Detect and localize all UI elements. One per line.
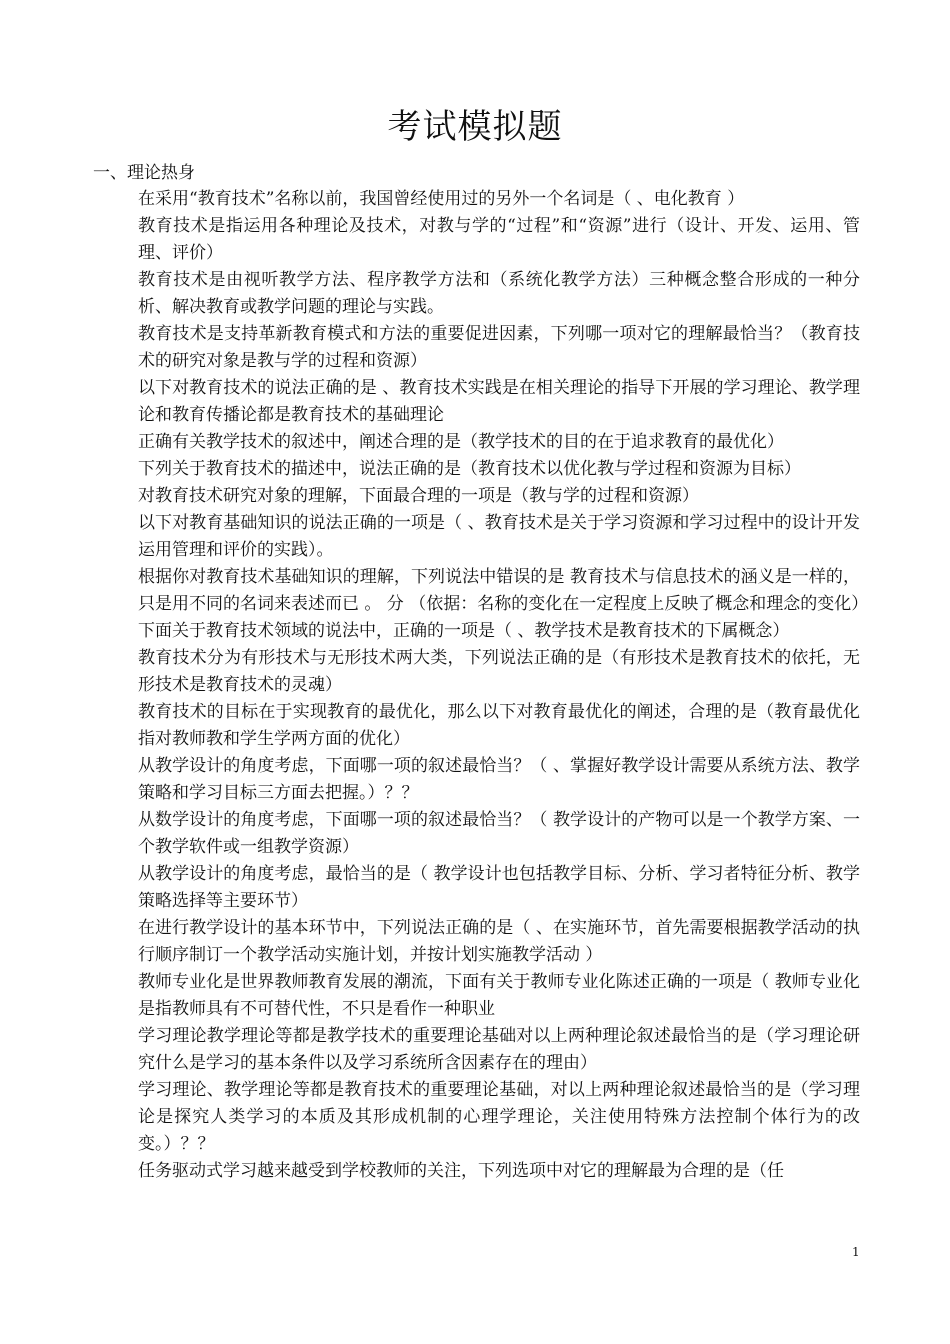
question-item: 下面关于教育技术领域的说法中，正确的一项是（ 、教学技术是教育技术的下属概念） (138, 621, 790, 641)
question-item: 对教育技术研究对象的理解，下面最合理的一项是（教与学的过程和资源） (138, 486, 699, 506)
question-item: 正确有关教学技术的叙述中，阐述合理的是（教学技术的目的在于追求教育的最优化） (138, 432, 784, 452)
page-title: 考试模拟题 (387, 107, 563, 147)
question-item: 以下对教育技术的说法正确的是 、教育技术实践是在相关理论的指导下开展的学习理论、教学理论和教育传播论都是教育技术的基础理论 (138, 378, 860, 425)
question-item: 从教学设计的角度考虑，最恰当的是（ 教学设计也包括教学目标、分析、学习者特征分析、教学策略选择等主要环节） (138, 864, 860, 911)
question-item: 在采用“教育技术”名称以前，我国曾经使用过的另外一个名词是（ 、电化教育 ） (138, 189, 745, 209)
question-item: 学习理论教学理论等都是教学技术的重要理论基础对以上两种理论叙述最恰当的是（学习理论研究什么是学习的基本条件以及学习系统所含因素存在的理由） (138, 1026, 860, 1073)
question-item: 学习理论、教学理论等都是教育技术的重要理论基础，对以上两种理论叙述最恰当的是（学习理论是探究人类学习的本质及其形成机制的心理学理论，关注使用特殊方法控制个体行为的改变。）？？ (138, 1080, 860, 1154)
question-item: 从教学设计的角度考虑，下面哪一项的叙述最恰当？（ 、掌握好教学设计需要从系统方法、教学策略和学习目标三方面去把握。）？？ (138, 756, 860, 803)
question-item: 任务驱动式学习越来越受到学校教师的关注，下列选项中对它的理解最为合理的是（任 (138, 1161, 784, 1181)
question-item: 从数学设计的角度考虑，下面哪一项的叙述最恰当？（ 教学设计的产物可以是一个教学方案、一个教学软件或一组教学资源） (138, 810, 860, 857)
section-heading: 一、理论热身 (93, 163, 195, 183)
question-item: 在进行教学设计的基本环节中，下列说法正确的是（ 、在实施环节，首先需要根据教学活动的执行顺序制订一个教学活动实施计划，并按计划实施教学活动 ） (138, 918, 860, 965)
question-item: 教育技术的目标在于实现教育的最优化，那么以下对教育最优化的阐述，合理的是（教育最优化指对教师教和学生学两方面的优化） (138, 702, 860, 749)
question-item: 教育技术是支持革新教育模式和方法的重要促进因素，下列哪一项对它的理解最恰当？（教育技术的研究对象是教与学的过程和资源） (138, 324, 860, 371)
question-list (138, 186, 869, 1185)
page-number: 1 (852, 1245, 860, 1259)
question-item: 教师专业化是世界教师教育发展的潮流，下面有关于教师专业化陈述正确的一项是（ 教师专业化是指教师具有不可替代性，不只是看作一种职业 (138, 972, 860, 1019)
question-item: 教育技术是指运用各种理论及技术，对教与学的“过程”和“资源”进行（设计、开发、运用、管理、评价） (138, 216, 860, 263)
question-item: 根据你对教育技术基础知识的理解，下列说法中错误的是 教育技术与信息技术的涵义是一样的，只是用不同的名词来表述而已 。 分 （依据：名称的变化在一定程度上反映了概念和理念的变化） (138, 567, 869, 614)
question-item: 以下对教育基础知识的说法正确的一项是（ 、教育技术是关于学习资源和学习过程中的设计开发运用管理和评价的实践）。 (138, 513, 860, 560)
question-item: 下列关于教育技术的描述中，说法正确的是（教育技术以优化教与学过程和资源为目标） (138, 459, 801, 479)
question-item: 教育技术分为有形技术与无形技术两大类，下列说法正确的是（有形技术是教育技术的依托，无形技术是教育技术的灵魂） (138, 648, 860, 695)
question-item: 教育技术是由视听教学方法、程序教学方法和（系统化教学方法）三种概念整合形成的一种分析、解决教育或教学问题的理论与实践。 (138, 270, 860, 317)
